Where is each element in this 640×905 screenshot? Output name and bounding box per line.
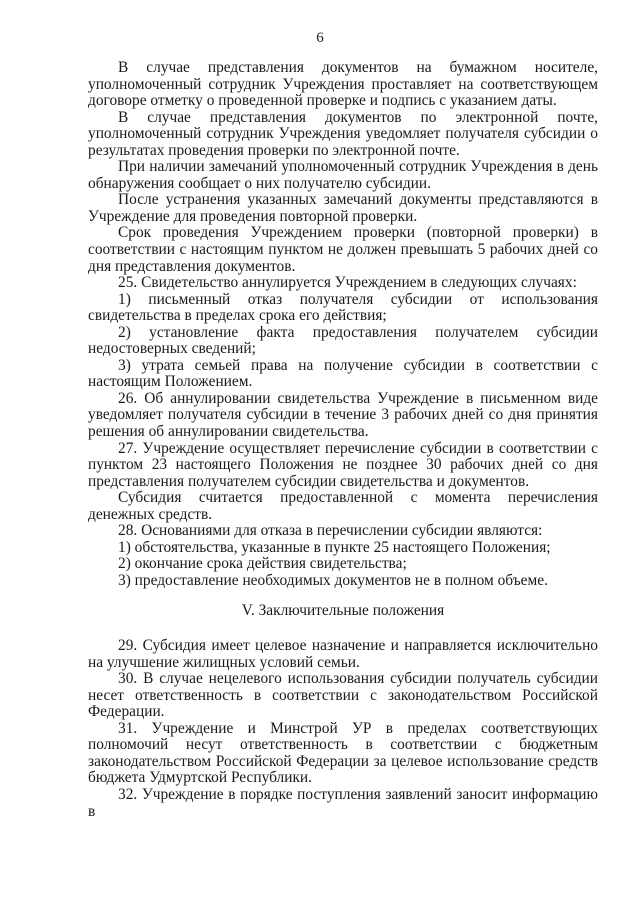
paragraph-item-25: 25. Свидетельство аннулируется Учреждением в следующих случаях: bbox=[118, 274, 577, 292]
paragraph-email-check: В случае представления документов по электронной почте, уполномоченный сотрудник Учреждения уведомляет получателя субсидии о результатах проведения проверки по электронной почте. bbox=[88, 108, 598, 159]
paragraph-item-29: 29. Субсидия имеет целевое назначение и направляется исключительно на улучшение жилищных условий семьи. bbox=[88, 637, 598, 671]
paragraph-recheck: После устранения указанных замечаний документы представляются в Учреждение для проведения повторной проверки. bbox=[88, 191, 598, 225]
paragraph-item-28-3: 3) предоставление необходимых документов не в полном объеме. bbox=[118, 571, 548, 589]
paragraph-item-25-1: 1) письменный отказ получателя субсидии от использования свидетельства в пределах срока его действия; bbox=[88, 290, 598, 325]
paragraph-item-26: 26. Об аннулировании свидетельства Учреждение в письменном виде уведомляет получателя субсидии в течение 3 рабочих дней со дня принятия решения об аннулировании свидетельства. bbox=[88, 389, 598, 441]
paragraph-item-25-3: 3) утрата семьей права на получение субсидии в соответствии с настоящим Положением. bbox=[88, 356, 598, 391]
paragraph-item-28-1: 1) обстоятельства, указанные в пункте 25 настоящего Положения; bbox=[118, 538, 551, 556]
paragraph-subsidy-provided: Субсидия считается предоставленной с момента перечисления денежных средств. bbox=[88, 489, 598, 523]
paragraph-paper-check: В случае представления документов на бумажном носителе, уполномоченный сотрудник Учреждения проставляет на соответствующем договоре отметку о проведенной проверке и подпись с указанием даты. bbox=[88, 59, 598, 110]
page-number: 6 bbox=[316, 30, 324, 46]
paragraph-item-27: 27. Учреждение осуществляет перечисление субсидии в соответствии с пунктом 23 настоящего Положения не позднее 30 рабочих дней со дня представления получателем субсидии свидетельства и документов. bbox=[88, 439, 598, 490]
section-heading: V. Заключительные положения bbox=[241, 601, 445, 619]
paragraph-item-28-2: 2) окончание срока действия свидетельства; bbox=[118, 555, 407, 573]
paragraph-item-28: 28. Основаниями для отказа в перечислении субсидии являются: bbox=[118, 522, 543, 540]
paragraph-item-31: 31. Учреждение и Минстрой УР в пределах соответствующих полномочий несут ответственность в соответствии с бюджетным законодательством Российской Федерации за целевое использование средств бюджета Удмуртской Республики. bbox=[88, 719, 598, 787]
paragraph-item-25-2: 2) установление факта предоставления получателем субсидии недостоверных сведений; bbox=[88, 323, 598, 358]
paragraph-item-30: 30. В случае нецелевого использования субсидии получатель субсидии несет ответственность в соответствии с законодательством Российской Федерации. bbox=[88, 670, 598, 721]
paragraph-check-term: Срок проведения Учреждением проверки (повторной проверки) в соответствии с настоящим пунктом не должен превышать 5 рабочих дней со дня представления документов. bbox=[88, 224, 598, 275]
document-body bbox=[88, 60, 598, 820]
paragraph-item-32: 32. Учреждение в порядке поступления заявлений заносит информацию в bbox=[88, 785, 598, 820]
paragraph-remarks: При наличии замечаний уполномоченный сотрудник Учреждения в день обнаружения сообщает о них получателю субсидии. bbox=[88, 158, 598, 192]
